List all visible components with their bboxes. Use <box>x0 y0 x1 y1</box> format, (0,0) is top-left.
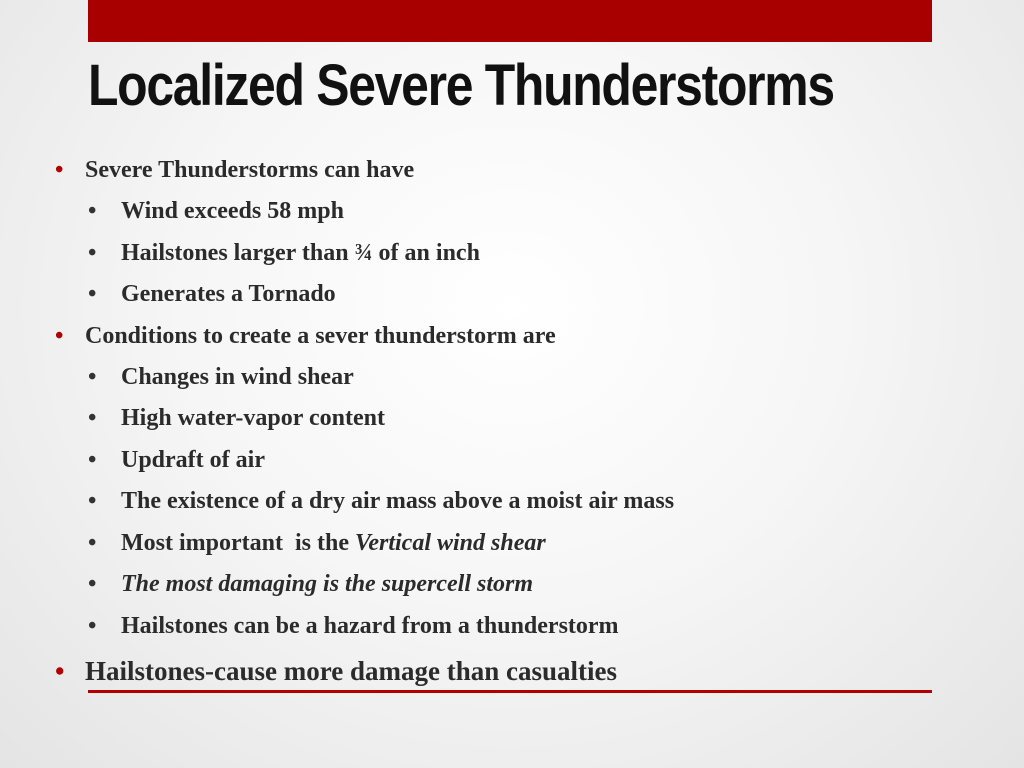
bullet-text: Severe Thunderstorms can have <box>85 157 415 183</box>
bullet-marker: • <box>55 322 64 349</box>
bullet-marker: • <box>88 446 97 473</box>
sub-bullet-item <box>0 564 1024 606</box>
top-accent-bar <box>88 0 932 42</box>
bullet-marker: • <box>88 571 97 597</box>
bullet-text: Wind exceeds 58 mph <box>121 198 344 224</box>
sub-bullet-item <box>0 481 1024 523</box>
bullet-marker: • <box>88 405 97 431</box>
bullet-text: Changes in wind shear <box>121 363 354 390</box>
sub-bullet-item <box>0 398 1024 440</box>
sub-bullet-item <box>0 606 1024 648</box>
bullet-text: High water-vapor content <box>121 405 385 431</box>
bullet-text: Most important is the <box>121 529 355 556</box>
sub-bullet-item <box>0 357 1024 399</box>
bullet-text: Updraft of air <box>121 446 265 473</box>
sub-bullet-item <box>0 191 1024 233</box>
bullet-text: Hailstones-cause more damage than casualties <box>85 656 617 686</box>
bullet-marker: • <box>88 239 97 266</box>
bullet-text: Hailstones can be a hazard from a thunderstorm <box>121 612 619 639</box>
bullet-item <box>0 150 1024 191</box>
bullet-marker: • <box>55 157 64 183</box>
bullet-marker: • <box>88 198 97 224</box>
bullet-text: Hailstones larger than ¾ of an inch <box>121 239 480 266</box>
bullet-item <box>0 316 1024 357</box>
bottom-accent-line <box>88 690 932 693</box>
bullet-marker: • <box>88 281 97 307</box>
slide-title: Localized Severe Thunderstorms <box>88 53 834 118</box>
bullet-marker: • <box>88 612 97 639</box>
bullet-list <box>0 150 1024 693</box>
bullet-text: Generates a Tornado <box>121 281 336 307</box>
bullet-marker: • <box>88 363 97 390</box>
bullet-marker: • <box>88 529 97 556</box>
bullet-item <box>0 649 1024 693</box>
sub-bullet-item <box>0 440 1024 482</box>
bullet-text-italic: Vertical wind shear <box>354 529 546 556</box>
sub-bullet-item <box>0 523 1024 565</box>
bullet-marker: • <box>88 488 97 514</box>
bullet-text: The most damaging is the supercell storm <box>121 571 534 597</box>
bullet-text: The existence of a dry air mass above a moist air mass <box>121 488 675 514</box>
bullet-text: Conditions to create a sever thunderstorm are <box>85 322 556 349</box>
bullet-marker: • <box>55 656 65 686</box>
sub-bullet-item <box>0 233 1024 275</box>
sub-bullet-item <box>0 274 1024 316</box>
